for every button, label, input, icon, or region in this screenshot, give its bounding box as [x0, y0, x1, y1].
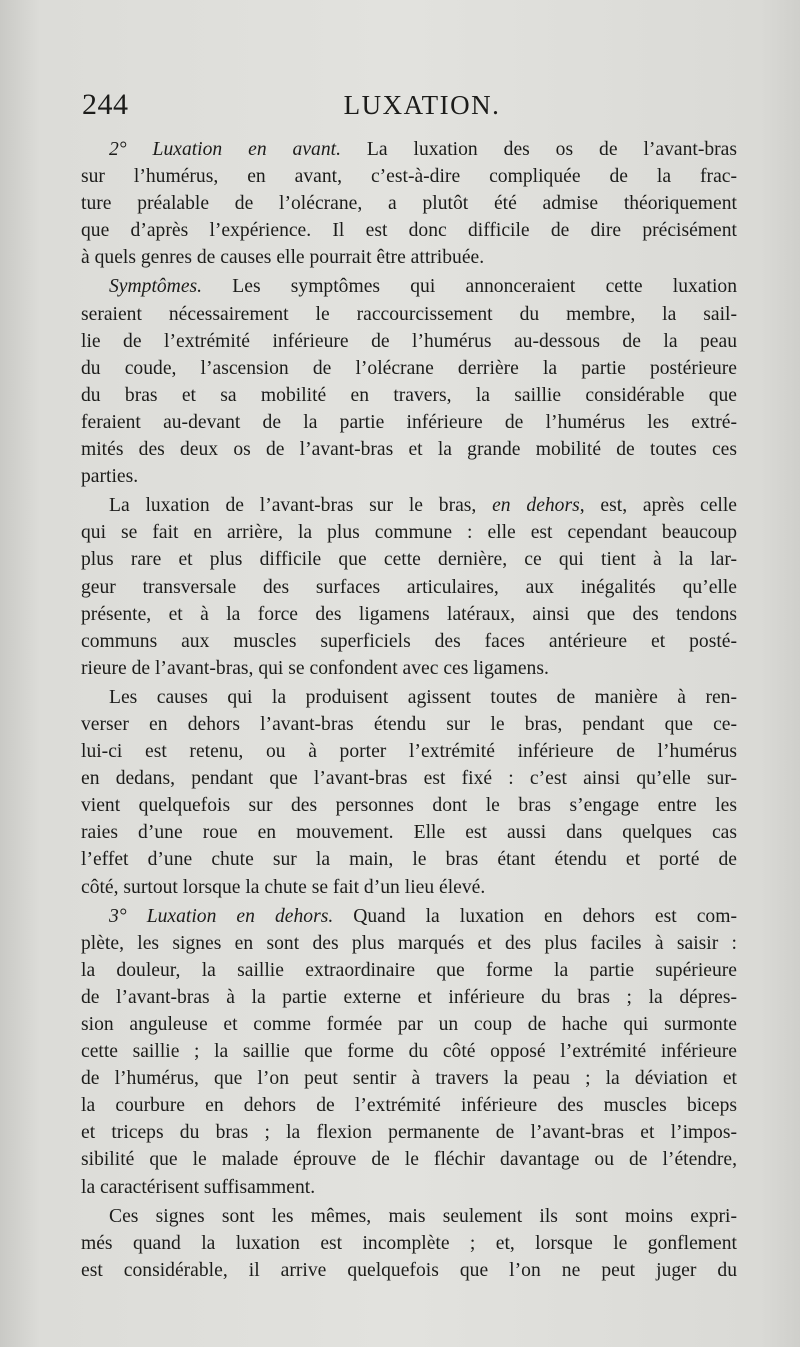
text-line: et triceps du bras ; la flexion permanente de l’avant-bras et l’impos-: [81, 1122, 737, 1144]
paragraph-en-dehors-intro: [81, 492, 737, 682]
paragraph-causes: [81, 684, 737, 901]
text-line: la caractérisent suffisamment.: [81, 1176, 316, 1198]
text-line: 3° Luxation en dehors. Quand la luxation en dehors est com-: [109, 905, 737, 927]
text-line: sibilité que le malade éprouve de le fléchir davantage ou de l’étendre,: [81, 1149, 737, 1171]
text-line: raies d’une roue en mouvement. Elle est aussi dans quelques cas: [81, 822, 737, 844]
text-line: est considérable, il arrive quelquefois que l’on ne peut juger du: [81, 1259, 737, 1281]
text-line: de l’avant-bras à la partie externe et inférieure du bras ; la dépres-: [81, 986, 737, 1008]
text-line: cette saillie ; la saillie que forme du côté opposé l’extrémité inférieure: [81, 1041, 737, 1063]
text-line: Les causes qui la produisent agissent toutes de manière à ren-: [109, 686, 737, 708]
text-line: que d’après l’expérience. Il est donc difficile de dire précisément: [81, 220, 737, 242]
text-line: en dedans, pendant que l’avant-bras est fixé : c’est ainsi qu’elle sur-: [81, 768, 737, 790]
paragraph-luxation-en-dehors: [81, 903, 737, 1201]
text-line: vient quelquefois sur des personnes dont le bras s’engage entre les: [81, 795, 737, 817]
text-line: sion anguleuse et comme formée par un coup de hache qui surmonte: [81, 1014, 737, 1035]
text-line: sur l’humérus, en avant, c’est-à-dire compliquée de la frac-: [81, 166, 737, 188]
page-header: [82, 88, 762, 128]
text-line: qui se fait en arrière, la plus commune : elle est cependant beaucoup: [81, 522, 737, 544]
text-line: mités des deux os de l’avant-bras et la grande mobilité de toutes ces: [81, 439, 737, 461]
text-line: plus rare et plus difficile que cette dernière, ce qui tient à la lar-: [81, 549, 737, 571]
page-number: 244: [82, 88, 129, 121]
text-line: 2° Luxation en avant. La luxation des os de l’avant-bras: [109, 139, 738, 160]
paragraph-signes-incomplete: [81, 1203, 737, 1284]
text-line: la courbure en dehors de l’extrémité inférieure des muscles biceps: [81, 1095, 737, 1117]
text-line: rieure de l’avant-bras, qui se confondent avec ces ligamens.: [81, 657, 549, 679]
text-line: verser en dehors l’avant-bras étendu sur le bras, pendant que ce-: [81, 713, 737, 735]
text-line: Symptômes. Les symptômes qui annonceraient cette luxation: [109, 276, 737, 298]
body-text: [81, 136, 737, 1284]
text-line: côté, surtout lorsque la chute se fait d’un lieu élevé.: [81, 876, 486, 898]
text-line: ture préalable de l’olécrane, a plutôt été admise théoriquement: [81, 193, 737, 215]
text-line: feraient au-devant de la partie inférieure de l’humérus les extré-: [81, 411, 737, 433]
section-heading: 3° Luxation en dehors.: [109, 905, 334, 927]
paragraph-luxation-en-avant: [81, 136, 737, 271]
text-line: parties.: [81, 466, 139, 488]
text-line: de l’humérus, que l’on peut sentir à travers la peau ; la déviation et: [81, 1068, 737, 1090]
text-line: lui-ci est retenu, ou à porter l’extrémité inférieure de l’humérus: [81, 741, 737, 763]
text-line: l’effet d’une chute sur la main, le bras étant étendu et porté de: [81, 849, 737, 871]
paragraph-symptomes: [81, 273, 737, 490]
text-line: présente, et à la force des ligamens latéraux, ainsi que des tendons: [81, 603, 737, 625]
text-line: à quels genres de causes elle pourrait être attribuée.: [81, 247, 485, 269]
text-line: du coude, l’ascension de l’olécrane derrière la partie postérieure: [81, 357, 737, 379]
text-line: geur transversale des surfaces articulaires, aux inégalités qu’elle: [81, 576, 737, 598]
running-title: LUXATION.: [343, 90, 501, 120]
text-line: la douleur, la saillie extraordinaire que forme la partie supérieure: [81, 959, 737, 981]
text-line: La luxation de l’avant-bras sur le bras, en dehors, est, après celle: [109, 495, 737, 517]
text-line: seraient nécessairement le raccourcissement du membre, la sail-: [81, 303, 737, 325]
section-heading: Symptômes.: [109, 276, 203, 298]
text-line: plète, les signes en sont des plus marqués et des plus faciles à saisir :: [81, 932, 737, 954]
text-line: Ces signes sont les mêmes, mais seulement ils sont moins expri-: [109, 1205, 737, 1227]
text-line: communs aux muscles superficiels des faces antérieure et posté-: [81, 630, 737, 652]
text-line: lie de l’extrémité inférieure de l’humérus au-dessous de la peau: [81, 330, 737, 352]
text-line: du bras et sa mobilité en travers, la saillie considérable que: [81, 384, 737, 406]
section-heading: 2° Luxation en avant.: [109, 139, 341, 160]
text-line: més quand la luxation est incomplète ; et, lorsque le gonflement: [81, 1232, 737, 1254]
